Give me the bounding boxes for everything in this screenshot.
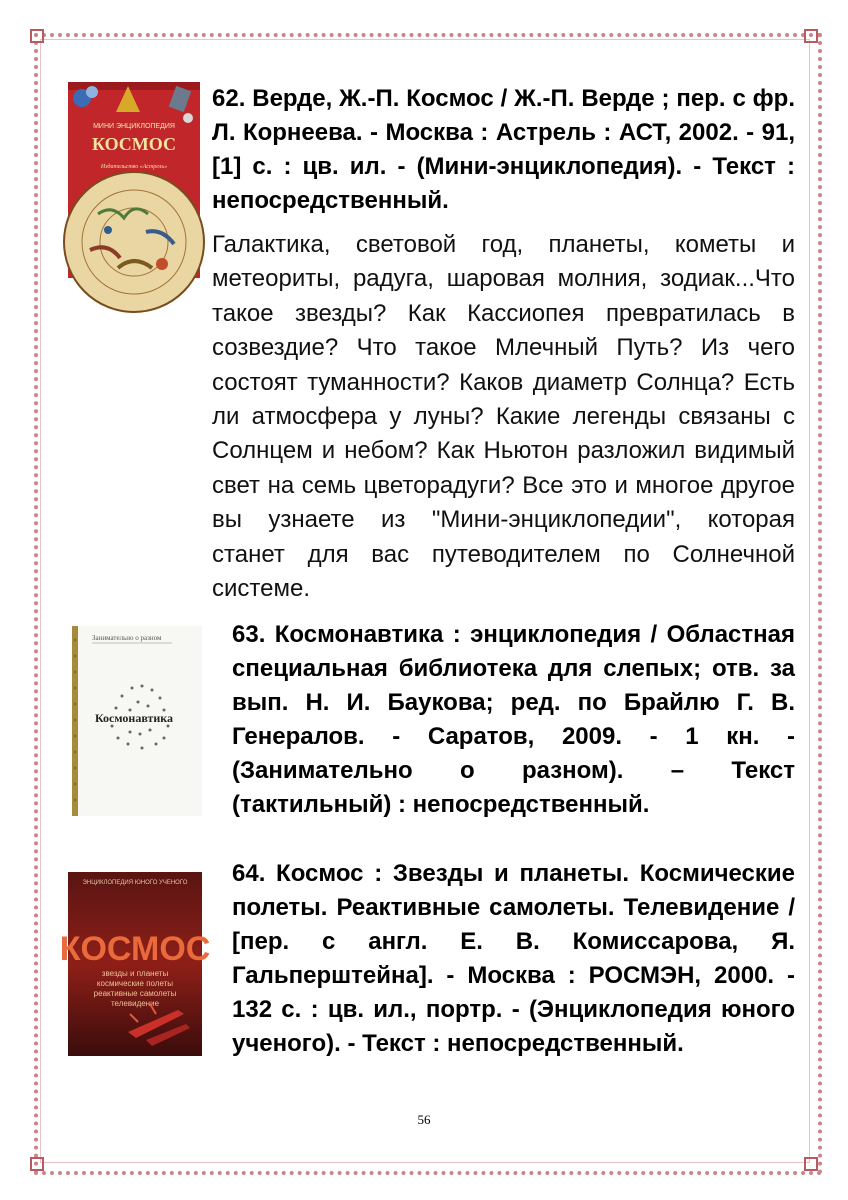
border-corner-ornament [804,29,818,43]
bibliographic-entry-64: 64. Космос : Звезды и планеты. Космические полеты. Реактивные самолеты. Телевидение / [пер. с англ. Е. В. Комиссарова, Я. Гальперштейна]. - Москва : РОСМЭН, 2000. - 132 с. : цв. ил., портр. - (Энциклопедия юного ученого). - Текст : непосредственный. [232,860,795,1057]
book-cover-kosmos-mini [68,82,200,278]
cover-title-text: КОСМОС [59,930,211,968]
book-cover-kosmonavtika [72,626,202,816]
cover-series-text: ЭНЦИКЛОПЕДИЯ ЮНОГО УЧЕНОГО [82,880,188,886]
book-cover-kosmos-rosmen [59,872,211,1056]
cover-title-text: КОСМОС [91,134,177,154]
bibliographic-entry-63: 63. Космонавтика : энциклопедия / Областная специальная библиотека для слепых; отв. за вып. Н. И. Баукова; ред. по Брайлю Г. В. Генералов. - Саратов, 2009. - 1 кн. - (Занимательно о разном). – Текст (тактильный) : непосредственный. [232,621,795,818]
book-cover-image [72,626,202,816]
cover-line-text: звезды и планеты [101,969,169,978]
book-cover-image [59,872,211,1056]
page-number: 56 [417,1112,431,1127]
bibliographic-entry-62: 62. Верде, Ж.-П. Космос / Ж.-П. Верде ; пер. с фр. Л. Корнеева. - Москва : Астрель : АСТ, 2002. - 91,[1] с. : цв. ил. - (Мини-энциклопедия). - Текст : непосредственный. [212,85,795,214]
cover-subtitle-text: Издательство «Астрель» [100,164,168,170]
cover-series-text: МИНИ ЭНЦИКЛОПЕДИЯ [93,123,175,130]
border-corner-ornament [804,1157,818,1171]
cover-series-text: Занимательно о разном [92,634,162,642]
cover-title-text: Космонавтика [94,711,174,725]
annotation-entry-62: Галактика, световой год, планеты, кометы и метеориты, радуга, шаровая молния, зодиак...Что такое звезды? Как Кассиопея превратилась в созвездие? Что такое Млечный Путь? Из чего состоят туманности? Каков диаметр Солнца? Есть ли атмосфера у луны? Какие легенды связаны с Солнцем и небом? Как Ньютон разложил видимый свет на семь цветорадуги? Все это и многое другое вы узнаете из "Мини-энциклопедии", которая станет для вас путеводителем по Солнечной системе. [212,231,795,603]
cover-line-text: телевидение [110,999,160,1008]
book-cover-image [68,82,200,278]
border-corner-ornament [30,1157,44,1171]
cover-line-text: космические полеты [96,979,174,988]
border-corner-ornament [30,29,44,43]
cover-line-text: реактивные самолеты [93,989,177,998]
